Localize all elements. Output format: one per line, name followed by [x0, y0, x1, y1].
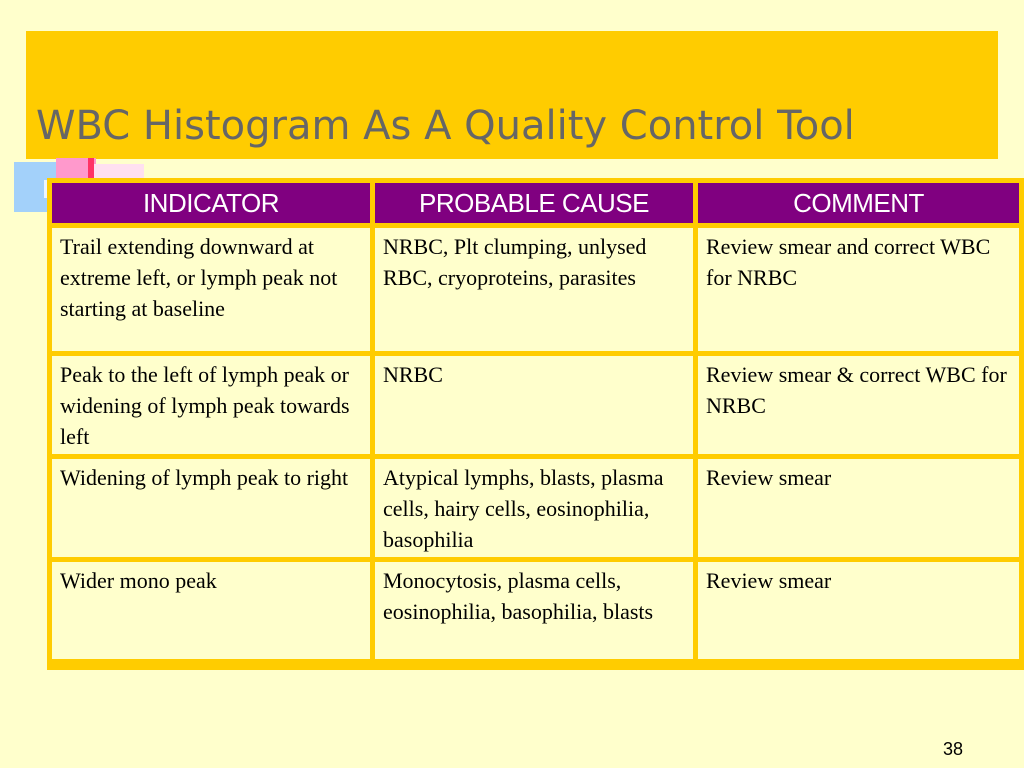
cell-indicator: Peak to the left of lymph peak or widening of lymph peak towards left — [52, 356, 370, 454]
cell-comment: Review smear & correct WBC for NRBC — [698, 356, 1019, 454]
qc-table-container — [47, 178, 1024, 670]
cell-cause: Monocytosis, plasma cells, eosinophilia, basophilia, blasts — [375, 562, 693, 659]
table-header-row — [52, 183, 1019, 223]
cell-indicator: Wider mono peak — [52, 562, 370, 659]
slide-title: WBC Histogram As A Quality Control Tool — [36, 103, 855, 149]
decor-square-light-pink — [94, 164, 144, 178]
header-indicator: INDICATOR — [52, 183, 370, 223]
cell-cause: NRBC — [375, 356, 693, 454]
cell-comment: Review smear — [698, 562, 1019, 659]
cell-cause: Atypical lymphs, blasts, plasma cells, hairy cells, eosinophilia, basophilia — [375, 459, 693, 557]
qc-table — [47, 178, 1024, 664]
header-comment: COMMENT — [698, 183, 1019, 223]
table-row — [52, 562, 1019, 659]
cell-indicator: Widening of lymph peak to right — [52, 459, 370, 557]
table-row — [52, 459, 1019, 557]
cell-comment: Review smear and correct WBC for NRBC — [698, 228, 1019, 351]
table-row — [52, 356, 1019, 454]
cell-comment: Review smear — [698, 459, 1019, 557]
cell-cause: NRBC, Plt clumping, unlysed RBC, cryoproteins, parasites — [375, 228, 693, 351]
cell-indicator: Trail extending downward at extreme left, or lymph peak not starting at baseline — [52, 228, 370, 351]
title-bar — [26, 31, 998, 159]
table-row — [52, 228, 1019, 351]
page-number: 38 — [942, 739, 963, 759]
header-probable-cause: PROBABLE CAUSE — [375, 183, 693, 223]
